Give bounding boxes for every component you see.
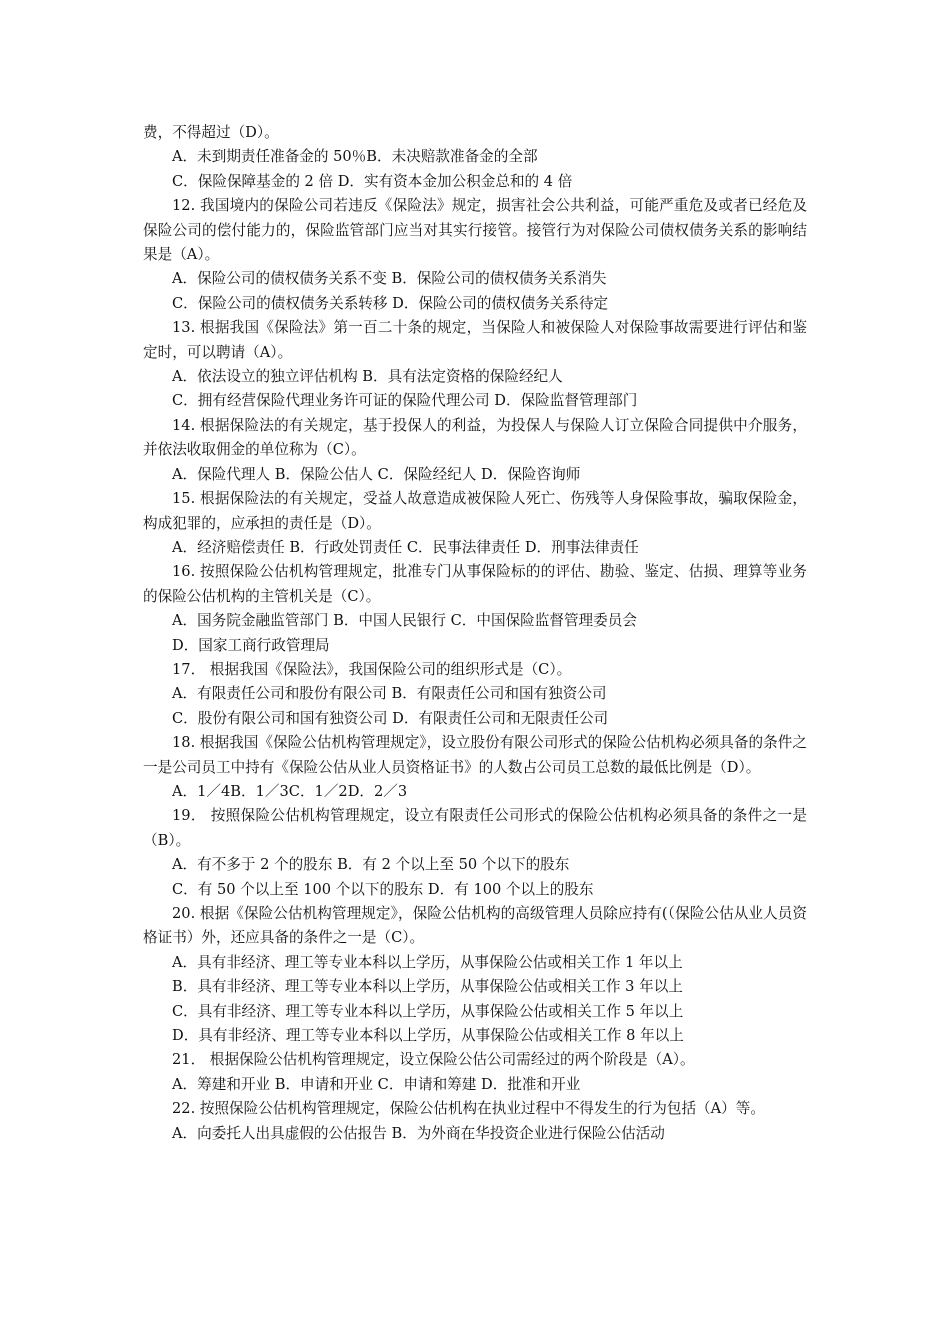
text-line: 费，不得超过（D）。 [143,124,279,141]
option-line: A．未到期责任准备金的 50％B．未决赔款准备金的全部 [172,148,538,166]
option-line: C．股份有限公司和国有独资公司 D．有限责任公司和无限责任公司 [172,709,609,727]
question-21: 21． 根据保险公估机构管理规定，设立保险公估公司需经过的两个阶段是（A）。 [172,1051,695,1069]
option-line: A．具有非经济、理工等专业本科以上学历，从事保险公估或相关工作 1 年以上 [172,953,683,971]
document-body [143,121,807,1146]
option-line: A．依法设立的独立评估机构 B．具有法定资格的保险经纪人 [172,368,563,386]
option-line: C．有 50 个以上至 100 个以下的股东 D．有 100 个以上的股东 [172,880,594,898]
question-22: 22. 按照保险公估机构管理规定，保险公估机构在执业过程中不得发生的行为包括（A）等。 [172,1100,765,1118]
question-17: 17． 根据我国《保险法》，我国保险公司的组织形式是（C）。 [172,660,572,678]
question-15: 15. 根据保险法的有关规定，受益人故意造成被保险人死亡、伤残等人身保险事故，骗取保险金，构成犯罪的，应承担的责任是（D）。 [143,490,807,532]
question-20: 20. 根据《保险公估机构管理规定》，保险公估机构的高级管理人员除应持有(（保险公估从业人员资格证书）外，还应具备的条件之一是（C）。 [143,905,807,947]
option-line: C．拥有经营保险代理业务许可证的保险代理公司 D．保险监督管理部门 [172,392,638,410]
question-19: 19． 按照保险公估机构管理规定，设立有限责任公司形式的保险公估机构必须具备的条件之一是（B）。 [143,807,807,849]
option-line: A．保险公司的债权债务关系不变 B．保险公司的债权债务关系消失 [172,270,607,288]
question-18: 18. 根据我国《保险公估机构管理规定》，设立股份有限公司形式的保险公估机构必须具备的条件之一是公司员工中持有《保险公估从业人员资格证书》的人数占公司员工总数的最低比例是（D）。 [143,734,807,776]
option-line: D．国家工商行政管理局 [172,636,330,654]
option-line: C．具有非经济、理工等专业本科以上学历，从事保险公估或相关工作 5 年以上 [172,1002,684,1020]
question-16: 16. 按照保险公估机构管理规定，批准专门从事保险标的的评估、勘验、鉴定、估损、理算等业务的保险公估机构的主管机关是（C）。 [143,563,807,605]
question-14: 14. 根据保险法的有关规定，基于投保人的利益，为投保人与保险人订立保险合同提供中介服务，并依法收取佣金的单位称为（C）。 [143,416,807,459]
option-line: A．经济赔偿责任 B．行政处罚责任 C．民事法律责任 D．刑事法律责任 [172,538,639,556]
option-line: A．筹建和开业 B．申请和开业 C．申请和筹建 D．批准和开业 [172,1075,581,1093]
option-line: B．具有非经济、理工等专业本科以上学历，从事保险公估或相关工作 3 年以上 [172,978,683,996]
option-line: A．向委托人出具虚假的公估报告 B．为外商在华投资企业进行保险公估活动 [172,1124,665,1142]
option-line: C．保险公司的债权债务关系转移 D．保险公司的债权债务关系待定 [172,294,609,312]
option-line: D．具有非经济、理工等专业本科以上学历，从事保险公估或相关工作 8 年以上 [172,1027,684,1045]
option-line: A．有限责任公司和股份有限公司 B．有限责任公司和国有独资公司 [172,685,607,703]
question-13: 13. 根据我国《保险法》第一百二十条的规定，当保险人和被保险人对保险事故需要进行评估和鉴定时，可以聘请（A）。 [143,319,807,361]
question-12: 12. 我国境内的保险公司若违反《保险法》规定，损害社会公共利益，可能严重危及或者已经危及保险公司的偿付能力的，保险监管部门应当对其实行接管。接管行为对保险公司债权债务关系的影响结果是（A）。 [143,197,807,264]
option-line: A．有不多于 2 个的股东 B．有 2 个以上至 50 个以下的股东 [172,856,570,874]
option-line: A．保险代理人 B．保险公估人 C．保险经纪人 D．保险咨询师 [172,465,581,483]
option-line: A．1／4B．1／3C．1／2D．2／3 [172,782,408,800]
option-line: C．保险保障基金的 2 倍 D．实有资本金加公积金总和的 4 倍 [172,172,573,190]
option-line: A．国务院金融监管部门 B．中国人民银行 C．中国保险监督管理委员会 [172,612,637,630]
